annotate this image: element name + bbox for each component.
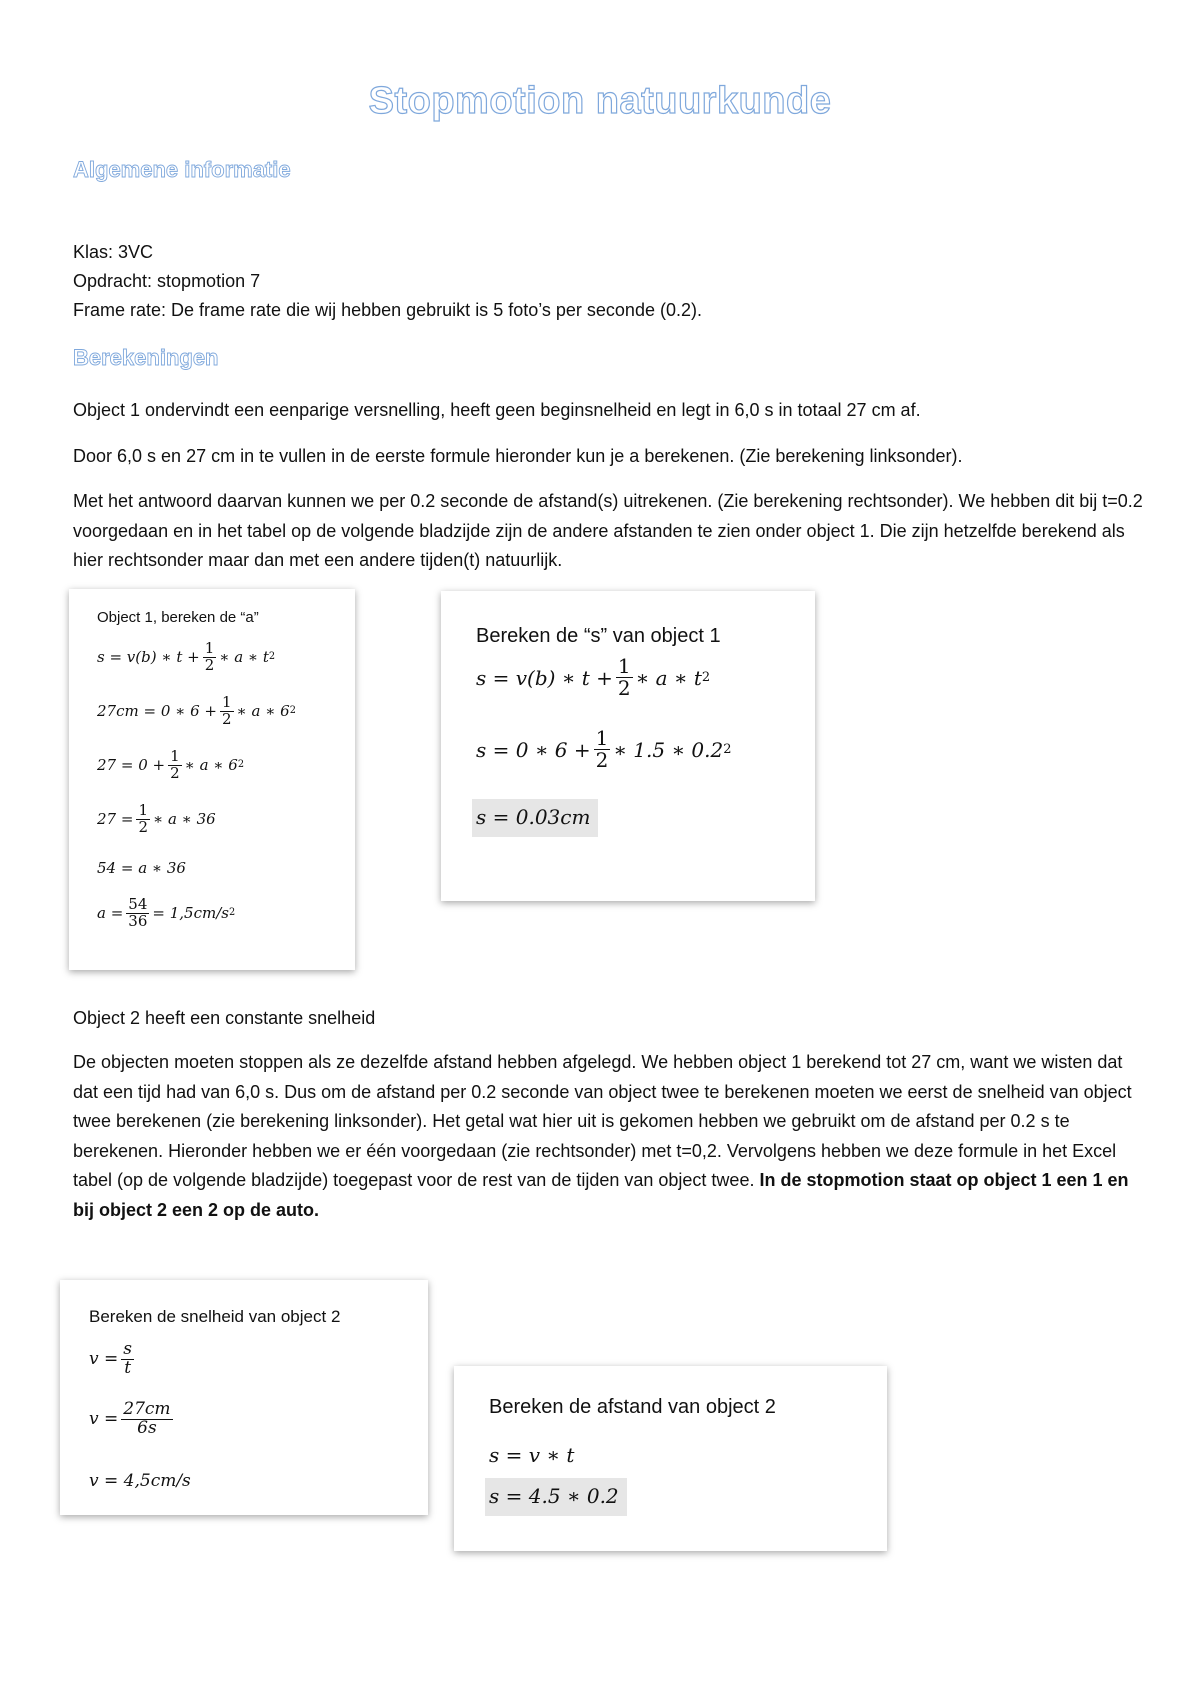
equation-row: s = v(b) ∗ t + $\frac{1}{2}$ ∗ a ∗ t 2	[476, 654, 711, 700]
equation-row: 27 = $\frac{1}{2}$ ∗ a ∗ 36	[97, 801, 216, 836]
paragraph-answer-usage: Met het antwoord daarvan kunnen we per 0.2 seconde de afstand(s) uitrekenen. (Zie berekening rechtsonder). We hebben dit bij t=0.2 voorgedaan en in het tabel op de volgende bladzijde zijn de andere afstanden te zien onder object 1. Die zijn hetzelfde berekend als hier rechtsonder maar dan met een andere tijden(t) natuurlijk.	[73, 491, 1143, 570]
section-heading-general: Algemene informatie	[73, 157, 291, 182]
calculation-box-s-object1	[441, 591, 815, 901]
bold-note: In de stopmotion staat op object 1 een 1 en bij object 2 een 2 op de auto.	[73, 1170, 1129, 1220]
equation-row: s = 0 ∗ 6 + $\frac{1}{2}$ ∗ 1.5 ∗ 0.2 2	[476, 726, 732, 772]
box-caption: Bereken de afstand van object 2	[489, 1396, 776, 1418]
equation-row: v = 4,5cm/s	[89, 1471, 191, 1491]
assignment-line: Opdracht: stopmotion 7	[73, 271, 261, 291]
paragraph-object2-explanation: De objecten moeten stoppen als ze dezelfde afstand hebben afgelegd. We hebben object 1 berekend tot 27 cm, want we wisten dat dat een tijd had van 6,0 s. Dus om de afstand per 0.2 seconde van object twee te berekenen moeten we eerst de snelheid van object twee berekenen (zie berekening linksonder). Het getal wat hier uit is gekomen hebben we gebruikt om de afstand per 0.2 s te berekenen. Hieronder hebben we er één voorgedaan (zie rechtsonder) met t=0,2. Vervolgens hebben we deze formule in het Excel tabel (op de volgende bladzijde) toegepast voor de rest van de tijden van object twee. In de stopmotion staat op object 1 een 1 en bij object 2 een 2 op de auto.	[73, 1052, 1132, 1220]
equation-row: s = v ∗ t	[489, 1443, 575, 1467]
paragraph-object2-intro: Object 2 heeft een constante snelheid	[73, 1008, 376, 1028]
equation-row: s = v(b) ∗ t + $\frac{1}{2}$ ∗ a ∗ t 2	[97, 639, 276, 674]
document-title: Stopmotion natuurkunde	[368, 80, 832, 122]
box-caption: Bereken de snelheid van object 2	[89, 1307, 341, 1326]
equation-row: 27cm = 0 ∗ 6 + $\frac{1}{2}$ ∗ a ∗ 6 2	[97, 693, 296, 728]
calculation-box-a-object1	[69, 589, 355, 970]
equation-row: v = $\frac{27cm}{6s}$	[89, 1399, 171, 1438]
box-caption: Object 1, bereken de “a”	[97, 609, 259, 626]
section-heading-calculations: Berekeningen	[73, 345, 219, 370]
class-line: Klas: 3VC	[73, 242, 154, 262]
paragraph-fill-formula: Door 6,0 s en 27 cm in te vullen in de eerste formule hieronder kun je a berekenen. (Zie berekening linksonder).	[73, 446, 963, 466]
box-caption: Bereken de “s” van object 1	[476, 625, 721, 647]
calculation-box-s-object2	[454, 1366, 887, 1551]
equation-row: 27 = 0 + $\frac{1}{2}$ ∗ a ∗ 6 2	[97, 747, 245, 782]
calculation-box-v-object2	[60, 1280, 428, 1515]
equation-row: a = $\frac{54}{36}$ = 1,5cm/s 2	[97, 895, 236, 930]
equation-result: s = 4.5 ∗ 0.2	[485, 1478, 627, 1516]
paragraph-object1-intro: Object 1 ondervindt een eenparige versnelling, heeft geen beginsnelheid en legt in 6,0 s in totaal 27 cm af.	[73, 400, 921, 420]
equation-result: s = 0.03cm	[472, 799, 598, 837]
equation-row: v = $\frac{s}{t}$	[89, 1339, 132, 1378]
equation-row: 54 = a ∗ 36	[97, 859, 186, 877]
framerate-line: Frame rate: De frame rate die wij hebben gebruikt is 5 foto’s per seconde (0.2).	[73, 300, 702, 320]
